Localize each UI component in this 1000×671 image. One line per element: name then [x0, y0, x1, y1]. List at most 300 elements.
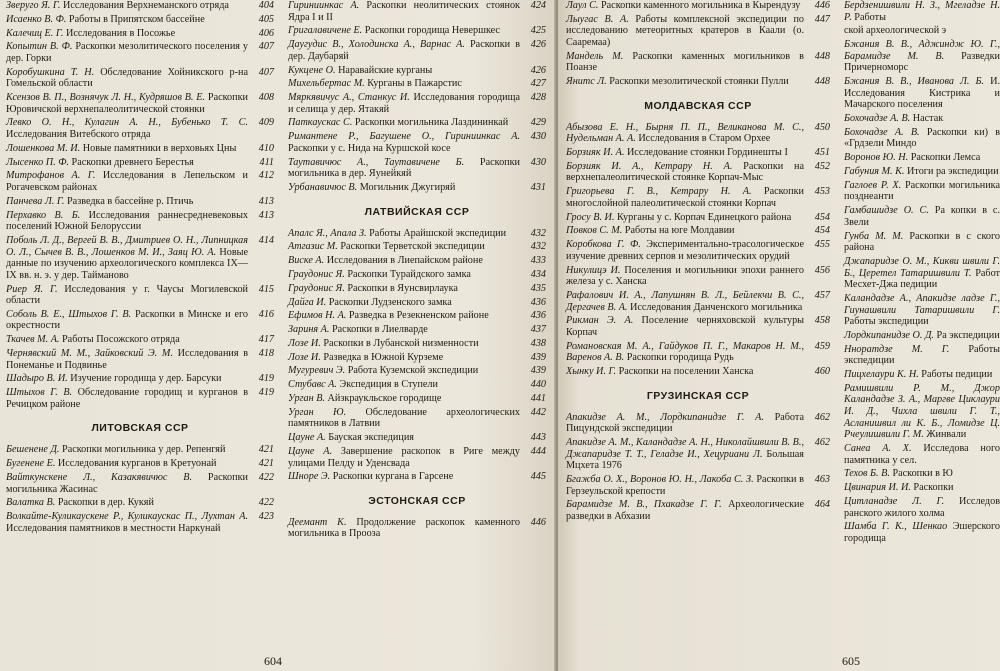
entry-title: Разведка в бассейне р. Птичь [67, 195, 194, 207]
entry-author: Лаул С. [566, 0, 599, 11]
entry-title: Итоги ра экспедиции [907, 166, 999, 178]
index-entry [566, 0, 830, 12]
entry-text [566, 122, 808, 145]
index-entry [566, 14, 830, 49]
entry-title: Раскопки в Ю [892, 468, 953, 480]
index-entry [6, 373, 274, 385]
entry-page-number: 426 [530, 39, 546, 51]
entry-title: Раскопки в Лиелварде [331, 324, 428, 336]
entry-text [844, 231, 1000, 254]
entry-title: Раскопки Терветской экспедиции [340, 241, 485, 253]
page-number-right: 605 [842, 654, 860, 668]
entry-text [844, 330, 1000, 342]
entry-text [6, 387, 252, 410]
entry-author: Кукцене О. [288, 64, 336, 76]
entry-text [844, 113, 1000, 125]
entry-title: Работы на юге Молдавии [624, 225, 735, 237]
entry-text [288, 297, 524, 309]
entry-text [288, 39, 524, 62]
entry-text [6, 92, 252, 115]
index-entry [288, 446, 546, 469]
entry-author: Деемант К. [288, 516, 347, 528]
index-entry [6, 41, 274, 64]
entry-text [844, 369, 1000, 381]
index-entry [844, 293, 1000, 328]
entry-text [566, 147, 808, 159]
entry-page-number: 438 [530, 337, 546, 349]
entry-text [566, 51, 808, 74]
entry-page-number: 419 [258, 387, 274, 399]
entry-page-number: 412 [258, 170, 274, 182]
entry-page-number: 435 [530, 282, 546, 294]
entry-page-number: 432 [530, 227, 546, 239]
entry-page-number: 418 [258, 348, 274, 360]
entry-text [6, 14, 252, 26]
entry-title: Раскопки городища Невершкес [364, 25, 500, 37]
index-entry [566, 412, 830, 435]
entry-page-number: 436 [530, 310, 546, 322]
entry-author: Дайга И. [288, 296, 327, 308]
entry-page-number: 457 [814, 289, 830, 301]
entry-text [844, 293, 1000, 328]
entry-author: Лошенкова М. И. [6, 142, 81, 154]
index-entry [566, 147, 830, 159]
entry-author: Джапаридзе О. М., Кикви швили Г. Б., Церетел Татаришвили Т. [844, 255, 1000, 279]
entry-page-number: 405 [258, 13, 274, 25]
entry-title: Работы в Припятском бассейне [68, 13, 205, 25]
index-entry [566, 161, 830, 184]
entry-text [6, 511, 252, 534]
entry-text [288, 0, 524, 23]
index-entry [6, 348, 274, 371]
entry-author: Цвинария И. И. [844, 482, 911, 494]
left-column-2 [288, 0, 546, 542]
entry-author: Мандель М. [566, 50, 624, 62]
index-entry [6, 284, 274, 307]
entry-author: Бешенене Д. [6, 444, 60, 456]
entry-title: Работы экспедиции [844, 343, 1000, 367]
page-number-left: 604 [264, 654, 282, 668]
entry-text [566, 14, 808, 49]
entry-author: Ефимов Н. А. [288, 310, 347, 322]
index-entry [844, 25, 1000, 37]
entry-author: Бохочадзе А. В. [844, 126, 920, 138]
entry-title: Раскопки городища Рудь [626, 352, 734, 364]
index-entry [288, 0, 546, 23]
entry-title: Экспедиция в Ступели [339, 379, 438, 391]
entry-author: Урган Ю. [288, 406, 347, 418]
entry-page-number: 430 [530, 131, 546, 143]
entry-text [6, 458, 252, 470]
index-entry [844, 344, 1000, 367]
entry-text [566, 499, 808, 522]
index-entry [6, 511, 274, 534]
entry-author: Мяркявичус А., Станкус И. [288, 92, 410, 104]
left-column-1 [6, 0, 274, 536]
index-entry [844, 113, 1000, 125]
entry-text [844, 76, 1000, 111]
entry-title: Работы Посожского отряда [62, 334, 180, 346]
entry-title: Работ Месхет-Джа педиции [844, 267, 1000, 291]
entry-text [288, 324, 524, 336]
entry-title: Ра копки в с. Звели [844, 205, 1000, 228]
entry-text [566, 0, 808, 12]
entry-author: Санеа А. Х. [844, 442, 912, 454]
entry-text [288, 65, 524, 77]
index-entry [566, 315, 830, 338]
index-entry [566, 437, 830, 472]
index-entry [566, 499, 830, 522]
entry-text [566, 239, 808, 262]
entry-title: Поселения и могильники эпохи раннего железа у с. Ханска [566, 264, 804, 288]
entry-title: Обследование Хойникского р-на Гомельской области [6, 66, 248, 90]
entry-text [6, 497, 252, 509]
entry-text [288, 78, 524, 90]
index-entry [6, 444, 274, 456]
entry-title: Новые данные по изучению археологического комплекса IX—IX вв. н. э. у дер. Тайманово [6, 246, 249, 281]
index-entry [288, 92, 546, 115]
entry-title: Айзкраукльское городище [327, 392, 442, 404]
entry-author: Зариня А. [288, 324, 330, 336]
entry-author: Гросу В. И. [566, 211, 615, 223]
entry-author: Янитс Л. [566, 76, 607, 88]
entry-text [288, 157, 524, 180]
entry-text [566, 161, 808, 184]
entry-author: Повков С. М. [566, 225, 623, 237]
index-entry [288, 393, 546, 405]
entry-text [6, 348, 252, 371]
entry-title: Завершение раскопок в Риге между улицами Пелду и Уденсвада [288, 445, 521, 469]
entry-page-number: 413 [258, 209, 274, 221]
entry-page-number: 454 [814, 211, 830, 223]
entry-text [6, 196, 252, 208]
entry-title: Исследования раннесредневековых поселений Южной Белоруссии [6, 209, 249, 233]
entry-text [288, 365, 524, 377]
entry-author: Бгажба О. Х., Воронов Ю. Н., Лакоба С. З. [566, 474, 754, 485]
entry-page-number: 416 [258, 308, 274, 320]
entry-page-number: 430 [530, 156, 546, 168]
index-entry [6, 458, 274, 470]
entry-text [288, 407, 524, 430]
entry-title: Раскопки могильника у дер. Репенгяй [62, 444, 226, 456]
entry-text [844, 39, 1000, 74]
entry-text [288, 228, 524, 240]
entry-page-number: 417 [258, 334, 274, 346]
index-entry [6, 170, 274, 193]
entry-page-number: 458 [814, 315, 830, 327]
entry-title: Работы экспедиции [844, 316, 929, 328]
entry-page-number: 462 [814, 437, 830, 449]
entry-list [6, 0, 274, 410]
index-entry [844, 180, 1000, 203]
entry-text [288, 25, 524, 37]
entry-author: Апакидзе А. М., Каландадзе А. Н., Николайшвили В. В., Джапаридзе Т. Т., Геладзе И., Хецуриани Л. [566, 437, 804, 460]
entry-text [6, 0, 252, 12]
entry-page-number: 442 [530, 406, 546, 418]
index-entry [288, 25, 546, 37]
entry-text [566, 315, 808, 338]
index-entry [288, 65, 546, 77]
entry-text [844, 482, 1000, 494]
entry-title: Работы Арайшской экспедиции [369, 227, 507, 239]
entry-list [6, 444, 274, 534]
entry-author: Урган В. [288, 392, 325, 404]
entry-author: Волкайте-Куликаускене Р., Куликаускас П., Лухтан А. [6, 511, 248, 523]
index-entry [844, 468, 1000, 480]
entry-title: Исследования Данченского могильника [630, 301, 803, 313]
entry-page-number: 433 [530, 255, 546, 267]
index-entry [844, 330, 1000, 342]
entry-title: Исследования в Старом Орхее [638, 133, 771, 145]
entry-title: Ра экспедиции [936, 329, 1000, 341]
entry-text [6, 28, 252, 40]
entry-author: Шамба Г. К., Шенкао [844, 521, 948, 533]
entry-page-number: 450 [814, 121, 830, 133]
entry-title: Исследования в Посожье [65, 27, 176, 39]
index-entry [6, 210, 274, 233]
entry-text [288, 117, 524, 129]
entry-author: Шноре Э. [288, 471, 331, 483]
index-entry [288, 131, 546, 154]
entry-author: Валатка В. [6, 497, 56, 509]
entry-page-number: 460 [814, 366, 830, 378]
section-heading-latvia: ЛАТВИЙСКАЯ ССР [364, 205, 470, 218]
entry-text [6, 373, 252, 385]
entry-author: Хынку И. Г. [566, 366, 617, 378]
index-entry [288, 517, 546, 540]
entry-text [288, 517, 524, 540]
entry-author: Пицхелаури К. Н. [844, 369, 919, 381]
index-entry [288, 471, 546, 483]
entry-title: Новые памятники в верховьях Цны [82, 142, 237, 154]
index-entry [6, 472, 274, 495]
entry-text [844, 0, 1000, 23]
entry-list [288, 517, 546, 540]
entry-text [6, 235, 252, 281]
entry-list [566, 412, 830, 523]
entry-author: Романовская М. А., Гайдуков П. Г., Макаров Н. М., Варенов А. В. [566, 340, 804, 364]
index-entry [844, 127, 1000, 150]
entry-author: Коробушкина Т. Н. [6, 66, 95, 78]
entry-text [6, 284, 252, 307]
entry-page-number: 456 [814, 264, 830, 276]
entry-page-number: 406 [258, 27, 274, 39]
entry-author: Лыугас В. А. [566, 13, 629, 25]
entry-text [288, 310, 524, 322]
entry-text [844, 521, 1000, 544]
entry-page-number: 421 [258, 444, 274, 456]
entry-text [566, 225, 808, 237]
entry-author: Гамбашидзе О. С. [844, 205, 929, 217]
entry-title: Настак [912, 113, 944, 125]
index-entry [566, 341, 830, 364]
entry-author: Цауне А. [288, 432, 326, 444]
entry-text [566, 474, 808, 497]
entry-text [288, 269, 524, 281]
index-entry [566, 290, 830, 313]
entry-title: Раскопки каменного могильника в Кырендузу [600, 0, 801, 11]
section-heading-georgia: ГРУЗИНСКАЯ ССР [646, 389, 750, 402]
index-entry [844, 166, 1000, 178]
entry-text [844, 25, 1000, 37]
entry-title: Раскопки в Лубанской низменности [323, 337, 479, 349]
index-entry [6, 117, 274, 140]
entry-author: Риер Я. Г. [6, 283, 58, 295]
entry-author: Соболь В. Е., Штыхов Г. В. [6, 308, 132, 320]
entry-author: Апалс Я., Апала З. [288, 227, 367, 239]
index-entry [844, 369, 1000, 381]
entry-page-number: 407 [258, 66, 274, 78]
entry-text [288, 393, 524, 405]
entry-page-number: 448 [814, 50, 830, 62]
entry-author: Михельбертас М. [288, 78, 365, 90]
entry-text [6, 157, 252, 169]
entry-title: Наравайские курганы [338, 64, 433, 76]
index-entry [288, 283, 546, 295]
entry-list [566, 122, 830, 378]
entry-title: Поселение черняховской культуры Корпач [566, 315, 805, 338]
entry-page-number: 422 [258, 497, 274, 509]
entry-text [844, 383, 1000, 441]
index-entry [288, 157, 546, 180]
entry-title: Изучение городища у дер. Барсуки [70, 373, 222, 385]
entry-author: Рамишвили Р. М., Джор Каландадзе З. А., Маргве Циклаури И. Д., Чихла швили Г. Т., Асланишвил ли К. Б., Ломидзе Ц. Рчеулишвили Г. М. [844, 382, 1000, 441]
entry-page-number: 436 [530, 296, 546, 308]
entry-author: Штыхов Г. В. [6, 387, 73, 399]
entry-author: Гириниинкас А. [288, 0, 360, 11]
entry-title: Могильник Джугиряй [359, 182, 456, 193]
entry-author: Атгазис М. [288, 241, 338, 253]
index-entry [288, 241, 546, 253]
entry-author: Бжания В. В., Иванова Л. Б. [844, 76, 985, 88]
entry-title: Работа Куземской экспедиции [347, 365, 479, 377]
entry-author: Паткаускас С. [288, 117, 353, 129]
entry-text [844, 496, 1000, 519]
entry-title: Обследование городищ и курганов в Речицком районе [6, 387, 249, 410]
index-entry [844, 482, 1000, 494]
entry-page-number: 421 [258, 458, 274, 470]
entry-text [566, 412, 808, 435]
entry-list [566, 0, 830, 88]
entry-author: Граудонис Я. [288, 268, 345, 280]
index-entry [844, 205, 1000, 228]
index-entry [566, 239, 830, 262]
section-heading-moldavia: МОЛДАВСКАЯ ССР [644, 99, 752, 112]
entry-title: Исследов ранского жилого холма [844, 495, 1000, 519]
entry-author: Никулицэ И. [566, 264, 621, 276]
entry-list [844, 0, 1000, 544]
entry-title: Исследование стоянки Гординешты I [626, 147, 788, 159]
entry-page-number: 444 [530, 445, 546, 457]
entry-page-number: 413 [258, 195, 274, 207]
entry-author: Стубавс А. [288, 379, 337, 391]
index-entry [844, 231, 1000, 254]
index-entry [288, 182, 546, 194]
index-entry [6, 67, 274, 90]
index-entry [844, 521, 1000, 544]
entry-author: Митрофанов А. Г. [6, 170, 96, 182]
entry-title: Раскопки каменных могильников в Поанзе [566, 50, 804, 74]
index-entry [6, 235, 274, 281]
entry-page-number: 426 [530, 64, 546, 76]
entry-title: Раскопки на верхнепалеолитической стоянке Корпач-Мыс [566, 160, 805, 184]
entry-author: Мугуревич Э. [288, 365, 346, 377]
entry-page-number: 440 [530, 379, 546, 391]
entry-author: Рикман Э. А. [566, 315, 634, 327]
entry-page-number: 451 [814, 147, 830, 159]
entry-title: Раскопки в Минске и его окрестности [6, 308, 249, 332]
entry-text [566, 341, 808, 364]
index-entry [288, 338, 546, 350]
entry-author: Григалавичене Е. [288, 25, 363, 37]
right-column-1 [566, 0, 830, 525]
entry-text [6, 143, 252, 155]
right-page [558, 0, 1000, 671]
entry-page-number: 410 [258, 142, 274, 154]
entry-list [288, 228, 546, 483]
entry-author: Нноратдзе М. Г. [844, 343, 950, 355]
entry-author: Ксензов В. П., Вознячук Л. Н., Кудряшов В. Е. [6, 92, 206, 104]
entry-text [566, 437, 808, 472]
entry-title: Раскопки могильника позднеанти [844, 179, 1000, 203]
entry-text [566, 212, 808, 224]
entry-text [6, 472, 252, 495]
entry-title: Раскопки Лудзенского замка [328, 296, 452, 308]
index-entry [844, 443, 1000, 466]
entry-text [6, 67, 252, 90]
entry-page-number: 439 [530, 351, 546, 363]
entry-title: Раскопки на поселении Ханска [618, 366, 754, 378]
entry-title: Бауская экспедиция [328, 432, 414, 444]
entry-page-number: 432 [530, 241, 546, 253]
entry-text [566, 290, 808, 313]
entry-text [844, 152, 1000, 164]
entry-title: Исследования у г. Чаусы Могилевской области [6, 283, 249, 307]
entry-page-number: 407 [258, 41, 274, 53]
entry-text [844, 180, 1000, 203]
index-entry [844, 152, 1000, 164]
entry-page-number: 446 [530, 516, 546, 528]
entry-page-number: 414 [258, 234, 274, 246]
entry-author: Даугудис В., Холодинска А., Варнас А. [288, 39, 465, 51]
entry-author: Лордкипанидзе О. Д. [844, 329, 934, 341]
entry-author: Лозе И. [288, 351, 321, 363]
entry-title: Раскопки могильника Лаздининкай [354, 117, 509, 129]
entry-title: Разведка в Южной Курземе [323, 351, 444, 363]
entry-page-number: 443 [530, 432, 546, 444]
entry-page-number: 419 [258, 373, 274, 385]
index-entry [6, 497, 274, 509]
entry-author: Борзияк И. А., Кетрару Н. А. [566, 160, 733, 172]
index-entry [6, 143, 274, 155]
index-entry [288, 352, 546, 364]
entry-page-number: 429 [530, 117, 546, 129]
entry-title: Экспериментально-трасологическое изучение древних серпов и мезолитических орудий [566, 239, 804, 262]
index-entry [288, 432, 546, 444]
entry-page-number: 415 [258, 283, 274, 295]
entry-author: Рафалович И. А., Лапушнян В. Л., Бейлекчи В. С., Дергачев В. А. [566, 289, 804, 313]
entry-author: Чернявский М. М., Зайковский Э. М. [6, 348, 173, 360]
entry-text [288, 131, 524, 154]
index-entry [844, 383, 1000, 441]
entry-author: Барамидзе М. В., Пхакадзе Г. Г. [566, 499, 722, 511]
entry-text [6, 170, 252, 193]
entry-text [566, 76, 808, 88]
entry-page-number: 446 [814, 0, 830, 11]
entry-author: Исаенко В. Ф. [6, 13, 67, 25]
entry-page-number: 463 [814, 474, 830, 485]
index-entry [6, 92, 274, 115]
